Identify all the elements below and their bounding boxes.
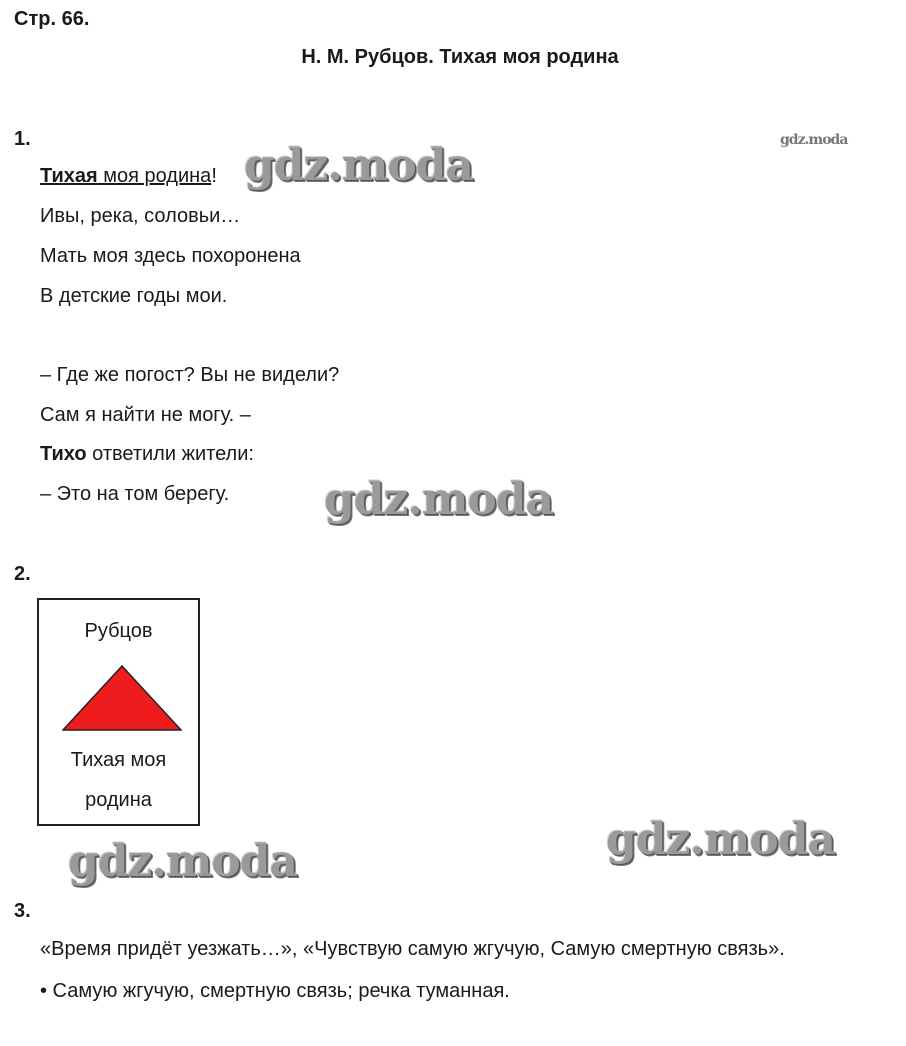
- answer-line-1: «Время придёт уезжать…», «Чувствую самую жгучую, Самую смертную связь».: [40, 938, 785, 960]
- poem-line-2: Ивы, река, соловьи…: [40, 205, 241, 227]
- poem-line-3: Мать моя здесь похоронена: [40, 245, 301, 267]
- underlined-phrase: моя родина: [97, 165, 212, 187]
- answer-line-2: • Самую жгучую, смертную связь; речка туманная.: [40, 980, 510, 1002]
- poem-line-6: Сам я найти не могу. –: [40, 404, 251, 426]
- poem-line-4: В детские годы мои.: [40, 285, 228, 307]
- page-title: Н. М. Рубцов. Тихая моя родина: [301, 46, 619, 68]
- author-work-card: [37, 598, 200, 826]
- watermark-2: gdz.moda: [324, 474, 554, 525]
- card-work-title: Тихая моя родина: [70, 749, 167, 811]
- poem-line-7: [40, 443, 254, 466]
- section-1-number: 1.: [14, 128, 31, 150]
- underlined-keyword: Тихая: [40, 165, 98, 187]
- section-2-number: 2.: [14, 563, 31, 585]
- section-3-number: 3.: [14, 900, 31, 922]
- bold-keyword: Тихо: [40, 443, 87, 465]
- page-number: Стр. 66.: [14, 8, 90, 30]
- poem-line-7-rest: ответили жители:: [86, 443, 254, 465]
- watermark-small: gdz.moda: [780, 132, 848, 148]
- watermark-4: gdz.moda: [68, 836, 298, 887]
- exclamation: !: [211, 165, 217, 187]
- watermark-1: gdz.moda: [244, 140, 474, 191]
- poem-line-8: – Это на том берегу.: [40, 483, 230, 505]
- poem-line-1: [40, 165, 217, 188]
- poem-line-5: – Где же погост? Вы не видели?: [40, 364, 340, 386]
- card-author: Рубцов: [84, 620, 153, 642]
- triangle-icon: [62, 665, 182, 731]
- watermark-3: gdz.moda: [606, 814, 836, 865]
